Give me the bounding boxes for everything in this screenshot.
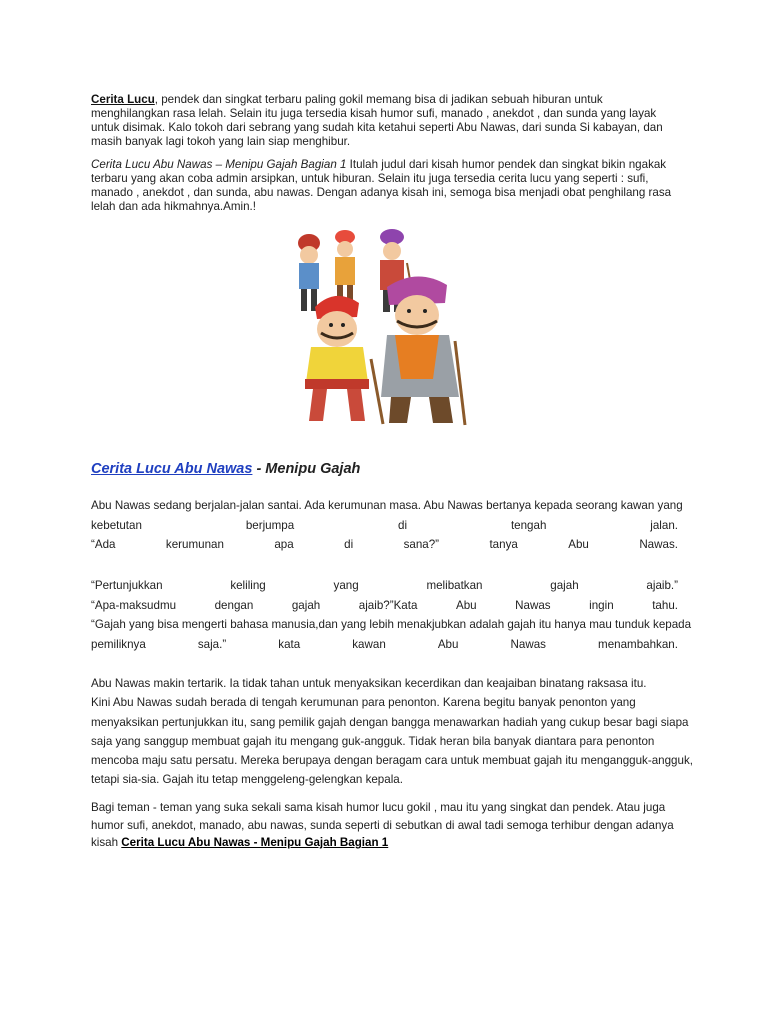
story-line: menyaksikan pertunjukkan itu, sang pemilik gajah dengan bangga menawarkan hadiah yang cukup besar bagi siapa (91, 715, 689, 729)
word: pemiliknya (91, 637, 146, 651)
intro-second-paragraph (91, 158, 673, 214)
story-line: tetapi sia-sia. Gajah itu tetap menggeleng-gelengkan kepala. (91, 773, 403, 787)
word: “Apa-maksudmu (91, 598, 177, 612)
closing-text: Bagi teman - teman yang suka sekali sama kisah humor lucu gokil , mau itu yang singkat dan pendek. Atau juga humor sufi, anekdot, manado, abu nawas, sunda seperti di sebutkan di awal tadi semoga terhibur dengan adanya kisah (91, 801, 674, 849)
word: Abu (455, 598, 477, 612)
story-line: Kini Abu Nawas sudah berada di tengah kerumunan para penonton. Karena begitu banyak penonton yang (91, 696, 636, 710)
word: apa (274, 538, 294, 551)
intro-paragraph-text: , pendek dan singkat terbaru paling gokil memang bisa di jadikan sebuah hiburan untuk menghilangkan rasa lelah. Selain itu juga tersedia kisah humor sufi, manado , anekdot , dan sunda yang layak untuk disimak. Kalo tokoh dari sebrang yang sudah kita ketahui seperti Abu Nawas, dari sunda Si kabayan, dan masih banyak lagi tokoh yang lain siap menghibur. (91, 93, 663, 148)
abu-nawas-illustration (287, 229, 480, 426)
word: ajaib.” (646, 579, 678, 592)
word: ingin (589, 598, 614, 612)
word: “Ada (91, 538, 116, 551)
story-line-justified (91, 535, 678, 555)
word: berjumpa (245, 518, 295, 532)
word: kebetutan (91, 518, 142, 532)
word: kerumunan (165, 538, 224, 551)
intro-paragraph (91, 93, 673, 149)
word: Nawas (515, 598, 551, 612)
word: di (344, 538, 354, 551)
story-block-2 (91, 576, 692, 654)
story-line-justified (91, 576, 678, 596)
intro-link-cerita-lucu[interactable]: Cerita Lucu (91, 93, 155, 106)
word: “Pertunjukkan (91, 579, 163, 592)
word: ajaib?”Kata (358, 598, 418, 612)
word: kawan (352, 637, 386, 651)
story-line: mencoba maju satu persatu. Mereka berupaya dengan beragam cara untuk membuat gajah itu mengangguk-angguk, (91, 754, 693, 768)
word: Nawas. (639, 538, 678, 551)
word: saja.” (197, 637, 227, 651)
intro-second-text: Itulah judul dari kisah humor pendek dan singkat bikin ngakak terbaru yang akan coba admin arsipkan, untuk hiburan. Selain itu juga tersedia cerita lucu yang seperti : sufi, manado , anekdot , dan sunda, abu nawas. Dengan adanya kisah ini, semoga bisa menjadi obat penghilang rasa lelah dan ada hikmahnya.Amin.! (91, 158, 672, 213)
word: tengah (510, 518, 547, 532)
word: gajah (291, 598, 321, 612)
word: melibatkan (426, 579, 483, 592)
closing-paragraph (91, 799, 678, 852)
story-line: saja yang sanggup membuat gajah itu mengang guk-angguk. Tidak heran bila banyak diantara para penonton (91, 734, 655, 748)
story-block-1 (91, 496, 683, 555)
story-heading-rest: - Menipu Gajah (252, 461, 361, 477)
story-heading-link[interactable]: Cerita Lucu Abu Nawas (91, 461, 253, 477)
word: yang (333, 579, 359, 592)
story-line-justified (91, 635, 678, 655)
story-line: Abu Nawas sedang berjalan-jalan santai. Ada kerumunan masa. Abu Nawas bertanya kepada seorang kawan yang (91, 499, 683, 512)
story-block-3 (91, 674, 693, 790)
word: keliling (230, 579, 266, 592)
word: jalan. (650, 518, 678, 532)
word: Abu (568, 538, 589, 551)
word: Nawas (510, 637, 546, 651)
story-line: Abu Nawas makin tertarik. Ia tidak tahan untuk menyaksikan kecerdikan dan keajaiban binatang raksasa itu. (91, 677, 647, 690)
story-line-justified (91, 596, 678, 616)
closing-link[interactable]: Cerita Lucu Abu Nawas - Menipu Gajah Bagian 1 (121, 836, 389, 849)
word: di (398, 518, 408, 532)
word: dengan (214, 598, 254, 612)
story-heading (91, 461, 360, 477)
word: menambahkan. (598, 637, 678, 651)
word: Abu (437, 637, 459, 651)
word: gajah (550, 579, 579, 592)
word: kata (278, 637, 301, 651)
word: tahu. (652, 598, 678, 612)
story-line: “Gajah yang bisa mengerti bahasa manusia,dan yang lebih menakjubkan adalah gajah itu hanya mau tunduk kepada (91, 618, 692, 631)
word: tanya (489, 538, 518, 551)
story-line-justified (91, 516, 678, 536)
intro-italic-title: Cerita Lucu Abu Nawas – Menipu Gajah Bagian 1 (91, 158, 347, 171)
word: sana?” (403, 538, 440, 551)
